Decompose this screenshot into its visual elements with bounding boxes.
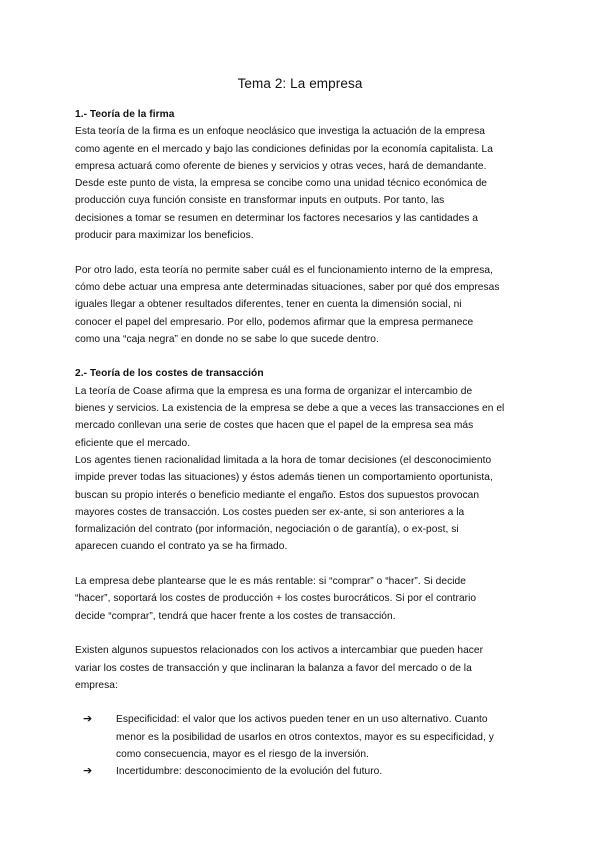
text-line: aparecen cuando el contrato ya se ha firmado. xyxy=(75,541,288,553)
text-line: Desde este punto de vista, la empresa se concibe como una unidad técnico económica de xyxy=(75,178,487,190)
text-line: decisiones a tomar se resumen en determinar los factores necesarios y las cantidades a xyxy=(75,212,478,224)
text-line: decide “comprar”, tendrá que hacer frente a los costes de transacción. xyxy=(75,610,396,622)
text-line: La empresa debe plantearse que le es más rentable: si “comprar” o “hacer”. Si decide xyxy=(75,576,466,588)
text-line: mayores costes de transacción. Los costes pueden ser ex-ante, si son anteriores a la xyxy=(75,506,465,518)
bullet-list xyxy=(75,711,535,780)
text-line: Incertidumbre: desconocimiento de la evolución del futuro. xyxy=(116,766,383,778)
section-heading: 2.- Teoría de los costes de transacción xyxy=(75,368,264,380)
text-line: cómo debe actuar una empresa ante determinadas situaciones, saber por qué dos empresas xyxy=(75,281,500,293)
text-line: La teoría de Coase afirma que la empresa es una forma de organizar el intercambio de xyxy=(75,385,473,397)
page-title: Tema 2: La empresa xyxy=(237,76,363,91)
text-line: bienes y servicios. La existencia de la empresa se debe a que a veces las transacciones en el xyxy=(75,403,505,415)
text-line: Por otro lado, esta teoría no permite saber cuál es el funcionamiento interno de la empresa, xyxy=(75,264,493,276)
text-line: como agente en el mercado y bajo las condiciones definidas por la economía capitalista. La xyxy=(75,143,493,155)
text-line: conocer el papel del empresario. Por ello, podemos afirmar que la empresa permanece xyxy=(75,316,474,328)
text-line: impide prever todas las situaciones) y éstos además tienen un comportamiento oportunista, xyxy=(75,472,493,484)
text-line: producir para maximizar los beneficios. xyxy=(75,230,254,242)
list-item xyxy=(83,763,535,780)
text-line: Existen algunos supuestos relacionados con los activos a intercambiar que pueden hacer xyxy=(75,645,484,657)
section-heading: 1.- Teoría de la firma xyxy=(75,109,175,120)
text-line: variar los costes de transacción y que inclinaran la balanza a favor del mercado o de la xyxy=(75,662,472,674)
text-line: “hacer”, soportará los costes de producción + los costes burocráticos. Si por el contrario xyxy=(75,593,477,605)
text-line: Los agentes tienen racionalidad limitada a la hora de tomar decisiones (el desconocimiento xyxy=(75,454,492,466)
text-line: como consecuencia, mayor es el riesgo de la inversión. xyxy=(116,748,369,760)
document-body xyxy=(75,106,535,781)
text-line: buscan su propio interés o beneficio mediante el engaño. Estos dos supuestos provocan xyxy=(75,489,480,501)
text-line: como una “caja negra” en donde no se sabe lo que sucede dentro. xyxy=(75,333,379,345)
text-line: producción cuya función consiste en transformar inputs en outputs. Por tanto, las xyxy=(75,195,445,207)
text-line: empresa: xyxy=(75,679,118,691)
text-line: menor es la posibilidad de usarlos en otros contextos, mayor es su especificidad, y xyxy=(116,731,494,743)
list-item xyxy=(83,711,535,763)
arrow-bullet-icon: ➔ xyxy=(83,765,93,778)
text-line: Esta teoría de la firma es un enfoque neoclásico que investiga la actuación de la empresa xyxy=(75,126,485,138)
text-line: eficiente que el mercado. xyxy=(75,437,191,449)
text-line: iguales llegar a obtener resultados diferentes, tener en cuenta la dimensión social, ni xyxy=(75,299,462,311)
text-line: Especificidad: el valor que los activos pueden tener en un uso alternativo. Cuanto xyxy=(116,714,488,726)
arrow-bullet-icon: ➔ xyxy=(83,713,93,726)
text-line: empresa actuará como oferente de bienes y servicios y otras veces, hará de demandante. xyxy=(75,160,487,172)
text-line: formalización del contrato (por información, negociación o de garantía), o ex-post, si xyxy=(75,524,459,536)
text-line: mercado conllevan una serie de costes que hacen que el papel de la empresa sea más xyxy=(75,420,474,432)
